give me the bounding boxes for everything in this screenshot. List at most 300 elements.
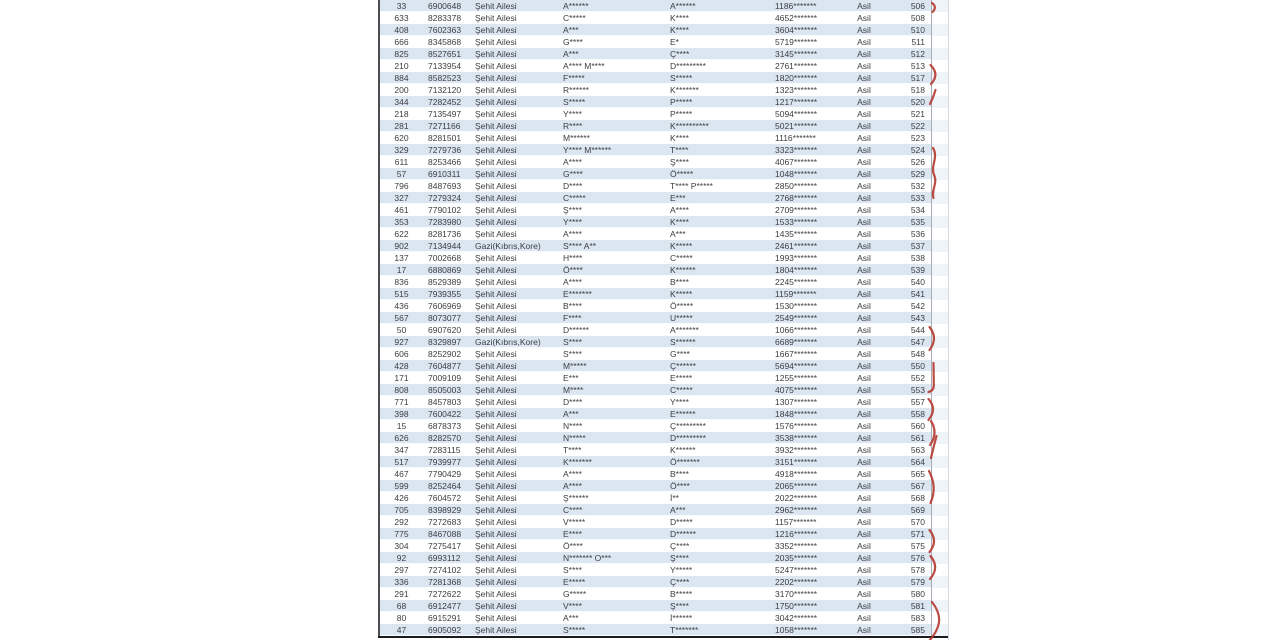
cell-id-number-masked: 2768******* <box>775 192 818 203</box>
cell-status: Asil <box>857 228 871 239</box>
cell-category: Şehit Ailesi <box>475 456 517 467</box>
cell-sequence-no: 534 <box>910 204 925 215</box>
cell-category: Şehit Ailesi <box>475 288 517 299</box>
cell-registration-no: 7132120 <box>428 84 462 95</box>
cell-registration-no: 8253466 <box>428 156 462 167</box>
cell-category: Gazi(Kıbrıs,Kore) <box>475 336 541 347</box>
cell-first-name-masked: N***** <box>563 432 586 443</box>
cell-order-no: 515 <box>394 288 409 299</box>
cell-category: Şehit Ailesi <box>475 264 517 275</box>
cell-first-name-masked: N******* O*** <box>563 552 612 563</box>
cell-order-no: 611 <box>394 156 409 167</box>
cell-id-number-masked: 3932******* <box>775 444 818 455</box>
cell-first-name-masked: A*** <box>563 48 579 59</box>
table-row <box>379 324 931 336</box>
cell-last-name-masked: Ö**** <box>670 480 690 491</box>
cell-order-no: 517 <box>394 456 409 467</box>
cell-last-name-masked: K****** <box>670 264 696 275</box>
cell-status: Asil <box>857 168 871 179</box>
cell-category: Şehit Ailesi <box>475 108 517 119</box>
cell-first-name-masked: A**** M**** <box>563 60 605 71</box>
cell-id-number-masked: 4652******* <box>775 12 818 23</box>
cell-status: Asil <box>857 480 871 491</box>
table-row <box>379 252 931 264</box>
cell-last-name-masked: K**** <box>670 216 689 227</box>
table-gutter-banding <box>931 0 948 636</box>
cell-status: Asil <box>857 384 871 395</box>
cell-order-no: 426 <box>394 492 409 503</box>
cell-order-no: 92 <box>396 552 407 563</box>
table-row <box>379 12 931 24</box>
cell-first-name-masked: M****** <box>563 132 590 143</box>
table-bottom-border <box>378 636 948 639</box>
cell-order-no: 436 <box>394 300 409 311</box>
cell-status: Asil <box>857 552 871 563</box>
cell-id-number-masked: 1435******* <box>775 228 818 239</box>
cell-category: Şehit Ailesi <box>475 564 517 575</box>
cell-first-name-masked: A**** <box>563 276 582 287</box>
cell-order-no: 353 <box>394 216 409 227</box>
cell-id-number-masked: 1323******* <box>775 84 818 95</box>
cell-last-name-masked: K****** <box>670 444 696 455</box>
cell-registration-no: 7133954 <box>428 60 462 71</box>
cell-category: Şehit Ailesi <box>475 96 517 107</box>
cell-last-name-masked: K**** <box>670 24 689 35</box>
table-row <box>379 24 931 36</box>
cell-category: Şehit Ailesi <box>475 60 517 71</box>
cell-id-number-masked: 2035******* <box>775 552 818 563</box>
cell-id-number-masked: 1048******* <box>775 168 818 179</box>
cell-sequence-no: 547 <box>910 336 925 347</box>
cell-status: Asil <box>857 612 871 623</box>
cell-status: Asil <box>857 276 871 287</box>
cell-first-name-masked: T**** <box>563 444 582 455</box>
cell-first-name-masked: A*** <box>563 612 579 623</box>
cell-last-name-masked: Y***** <box>670 564 693 575</box>
cell-first-name-masked: Y**** <box>563 216 582 227</box>
cell-order-no: 567 <box>394 312 409 323</box>
cell-id-number-masked: 1216******* <box>775 528 818 539</box>
cell-first-name-masked: D****** <box>563 324 589 335</box>
cell-status: Asil <box>857 516 871 527</box>
cell-category: Şehit Ailesi <box>475 492 517 503</box>
cell-id-number-masked: 2962******* <box>775 504 818 515</box>
cell-sequence-no: 518 <box>910 84 925 95</box>
cell-last-name-masked: E***** <box>670 372 693 383</box>
cell-sequence-no: 517 <box>910 72 925 83</box>
cell-status: Asil <box>857 288 871 299</box>
cell-id-number-masked: 1533******* <box>775 216 818 227</box>
cell-id-number-masked: 1058******* <box>775 624 818 635</box>
cell-sequence-no: 521 <box>910 108 925 119</box>
cell-registration-no: 7939977 <box>428 456 462 467</box>
cell-order-no: 281 <box>394 120 409 131</box>
table-row <box>379 420 931 432</box>
cell-status: Asil <box>857 336 871 347</box>
cell-first-name-masked: R**** <box>563 120 583 131</box>
cell-first-name-masked: E*** <box>563 372 579 383</box>
cell-order-no: 68 <box>396 600 407 611</box>
cell-status: Asil <box>857 492 871 503</box>
cell-sequence-no: 542 <box>910 300 925 311</box>
table-row <box>379 36 931 48</box>
cell-status: Asil <box>857 600 871 611</box>
cell-registration-no: 8073077 <box>428 312 462 323</box>
cell-sequence-no: 533 <box>910 192 925 203</box>
cell-id-number-masked: 2761******* <box>775 60 818 71</box>
cell-last-name-masked: E* <box>670 36 679 47</box>
table-left-border <box>378 0 380 638</box>
cell-category: Şehit Ailesi <box>475 612 517 623</box>
cell-registration-no: 8283378 <box>428 12 462 23</box>
cell-status: Asil <box>857 144 871 155</box>
cell-order-no: 836 <box>394 276 409 287</box>
cell-sequence-no: 585 <box>910 624 925 635</box>
table-row <box>379 168 931 180</box>
cell-status: Asil <box>857 312 871 323</box>
cell-sequence-no: 557 <box>910 396 925 407</box>
cell-sequence-no: 553 <box>910 384 925 395</box>
table-row <box>379 540 931 552</box>
cell-id-number-masked: 1066******* <box>775 324 818 335</box>
table-row <box>379 516 931 528</box>
cell-status: Asil <box>857 264 871 275</box>
cell-registration-no: 6900648 <box>428 0 462 11</box>
cell-sequence-no: 561 <box>910 432 925 443</box>
cell-registration-no: 8398929 <box>428 504 462 515</box>
cell-sequence-no: 583 <box>910 612 925 623</box>
cell-order-no: 461 <box>394 204 409 215</box>
cell-first-name-masked: V***** <box>563 516 586 527</box>
cell-last-name-masked: C***** <box>670 384 693 395</box>
cell-order-no: 218 <box>394 108 409 119</box>
cell-registration-no: 7602363 <box>428 24 462 35</box>
cell-last-name-masked: T******* <box>670 624 699 635</box>
cell-sequence-no: 513 <box>910 60 925 71</box>
cell-last-name-masked: A*** <box>670 228 686 239</box>
cell-first-name-masked: Y**** M****** <box>563 144 612 155</box>
table-row <box>379 240 931 252</box>
cell-category: Şehit Ailesi <box>475 324 517 335</box>
cell-last-name-masked: İ** <box>670 492 679 503</box>
cell-registration-no: 7790102 <box>428 204 462 215</box>
table-row <box>379 408 931 420</box>
cell-category: Şehit Ailesi <box>475 576 517 587</box>
cell-category: Şehit Ailesi <box>475 72 517 83</box>
table-row <box>379 60 931 72</box>
cell-first-name-masked: R****** <box>563 84 589 95</box>
cell-status: Asil <box>857 504 871 515</box>
cell-category: Şehit Ailesi <box>475 432 517 443</box>
cell-last-name-masked: K******* <box>670 84 699 95</box>
cell-order-no: 329 <box>394 144 409 155</box>
cell-id-number-masked: 1186******* <box>775 0 817 11</box>
cell-sequence-no: 576 <box>910 552 925 563</box>
cell-order-no: 291 <box>394 588 409 599</box>
table-row <box>379 180 931 192</box>
cell-registration-no: 8252902 <box>428 348 462 359</box>
cell-order-no: 304 <box>394 540 409 551</box>
cell-first-name-masked: A**** <box>563 480 582 491</box>
cell-last-name-masked: D****** <box>670 528 696 539</box>
table-row <box>379 288 931 300</box>
cell-registration-no: 8281501 <box>428 132 462 143</box>
cell-order-no: 620 <box>394 132 409 143</box>
cell-sequence-no: 540 <box>910 276 925 287</box>
cell-sequence-no: 581 <box>910 600 925 611</box>
cell-id-number-masked: 1217******* <box>775 96 818 107</box>
cell-first-name-masked: S**** <box>563 564 582 575</box>
cell-registration-no: 7604572 <box>428 492 462 503</box>
cell-id-number-masked: 3538******* <box>775 432 818 443</box>
cell-last-name-masked: Ş**** <box>670 552 689 563</box>
cell-first-name-masked: G**** <box>563 168 583 179</box>
table-row <box>379 480 931 492</box>
cell-status: Asil <box>857 60 871 71</box>
cell-status: Asil <box>857 180 871 191</box>
cell-order-no: 50 <box>396 324 407 335</box>
cell-order-no: 775 <box>394 528 409 539</box>
cell-first-name-masked: D**** <box>563 180 583 191</box>
cell-first-name-masked: C***** <box>563 192 586 203</box>
cell-category: Şehit Ailesi <box>475 24 517 35</box>
table-row <box>379 228 931 240</box>
cell-registration-no: 7282452 <box>428 96 462 107</box>
cell-order-no: 428 <box>394 360 409 371</box>
cell-status: Asil <box>857 12 871 23</box>
cell-category: Şehit Ailesi <box>475 480 517 491</box>
cell-last-name-masked: B**** <box>670 468 689 479</box>
cell-sequence-no: 563 <box>910 444 925 455</box>
cell-last-name-masked: Ş**** <box>670 156 689 167</box>
cell-id-number-masked: 4918******* <box>775 468 818 479</box>
cell-first-name-masked: S**** A** <box>563 240 597 251</box>
cell-id-number-masked: 5021******* <box>775 120 818 131</box>
cell-registration-no: 8529389 <box>428 276 462 287</box>
cell-order-no: 666 <box>394 36 409 47</box>
cell-sequence-no: 560 <box>910 420 925 431</box>
cell-status: Asil <box>857 432 871 443</box>
cell-order-no: 599 <box>394 480 409 491</box>
cell-last-name-masked: Ç********* <box>670 420 706 431</box>
cell-last-name-masked: T**** P***** <box>670 180 713 191</box>
cell-status: Asil <box>857 408 871 419</box>
cell-registration-no: 8281736 <box>428 228 462 239</box>
cell-first-name-masked: F***** <box>563 72 585 83</box>
cell-sequence-no: 512 <box>910 48 925 59</box>
cell-status: Asil <box>857 192 871 203</box>
table-row <box>379 72 931 84</box>
cell-status: Asil <box>857 564 871 575</box>
cell-first-name-masked: Ö**** <box>563 540 583 551</box>
cell-order-no: 626 <box>394 432 409 443</box>
cell-category: Şehit Ailesi <box>475 36 517 47</box>
cell-registration-no: 7600422 <box>428 408 462 419</box>
cell-id-number-masked: 5247******* <box>775 564 818 575</box>
cell-status: Asil <box>857 372 871 383</box>
table-row <box>379 552 931 564</box>
cell-last-name-masked: Ö******* <box>670 456 700 467</box>
cell-sequence-no: 538 <box>910 252 925 263</box>
table-row <box>379 0 931 12</box>
cell-id-number-masked: 3151******* <box>775 456 818 467</box>
cell-status: Asil <box>857 132 871 143</box>
cell-registration-no: 7939355 <box>428 288 462 299</box>
cell-last-name-masked: Ö***** <box>670 300 694 311</box>
cell-last-name-masked: İ****** <box>670 612 693 623</box>
table-row <box>379 192 931 204</box>
cell-id-number-masked: 2549******* <box>775 312 818 323</box>
cell-first-name-masked: Ö**** <box>563 264 583 275</box>
cell-last-name-masked: K********** <box>670 120 709 131</box>
cell-category: Şehit Ailesi <box>475 348 517 359</box>
cell-id-number-masked: 1116******* <box>775 132 816 143</box>
cell-order-no: 467 <box>394 468 409 479</box>
cell-last-name-masked: K**** <box>670 12 689 23</box>
cell-order-no: 771 <box>394 396 409 407</box>
cell-first-name-masked: S***** <box>563 96 586 107</box>
cell-registration-no: 6993112 <box>428 552 461 563</box>
cell-sequence-no: 564 <box>910 456 925 467</box>
cell-first-name-masked: N**** <box>563 420 583 431</box>
cell-last-name-masked: B***** <box>670 588 693 599</box>
cell-category: Şehit Ailesi <box>475 252 517 263</box>
cell-category: Gazi(Kıbrıs,Kore) <box>475 240 541 251</box>
cell-status: Asil <box>857 360 871 371</box>
cell-order-no: 825 <box>394 48 409 59</box>
cell-status: Asil <box>857 216 871 227</box>
cell-registration-no: 8457803 <box>428 396 462 407</box>
cell-id-number-masked: 3145******* <box>775 48 818 59</box>
cell-registration-no: 6880869 <box>428 264 462 275</box>
cell-sequence-no: 570 <box>910 516 925 527</box>
cell-last-name-masked: Ç**** <box>670 540 690 551</box>
cell-status: Asil <box>857 300 871 311</box>
cell-sequence-no: 511 <box>911 36 925 47</box>
table-row <box>379 576 931 588</box>
cell-order-no: 210 <box>394 60 409 71</box>
cell-last-name-masked: Ç**** <box>670 48 690 59</box>
cell-category: Şehit Ailesi <box>475 216 517 227</box>
table-row <box>379 600 931 612</box>
cell-first-name-masked: E**** <box>563 528 582 539</box>
cell-order-no: 327 <box>394 192 409 203</box>
cell-category: Şehit Ailesi <box>475 516 517 527</box>
cell-order-no: 884 <box>394 72 409 83</box>
cell-order-no: 606 <box>394 348 409 359</box>
cell-first-name-masked: C***** <box>563 12 586 23</box>
cell-registration-no: 8487693 <box>428 180 462 191</box>
table-row <box>379 444 931 456</box>
cell-order-no: 171 <box>394 372 409 383</box>
cell-status: Asil <box>857 156 871 167</box>
cell-first-name-masked: A**** <box>563 468 582 479</box>
cell-first-name-masked: C**** <box>563 504 583 515</box>
cell-registration-no: 6915291 <box>428 612 462 623</box>
cell-status: Asil <box>857 240 871 251</box>
cell-category: Şehit Ailesi <box>475 0 517 11</box>
cell-sequence-no: 520 <box>910 96 925 107</box>
cell-sequence-no: 508 <box>910 12 925 23</box>
table-row <box>379 48 931 60</box>
cell-first-name-masked: E***** <box>563 576 586 587</box>
cell-registration-no: 7002668 <box>428 252 462 263</box>
cell-sequence-no: 536 <box>910 228 925 239</box>
cell-id-number-masked: 2461******* <box>775 240 818 251</box>
cell-id-number-masked: 1993******* <box>775 252 818 263</box>
cell-id-number-masked: 5694******* <box>775 360 818 371</box>
cell-id-number-masked: 1750******* <box>775 600 818 611</box>
cell-category: Şehit Ailesi <box>475 168 517 179</box>
table-row <box>379 372 931 384</box>
cell-category: Şehit Ailesi <box>475 276 517 287</box>
cell-order-no: 57 <box>396 168 407 179</box>
cell-sequence-no: 524 <box>910 144 925 155</box>
cell-sequence-no: 575 <box>910 540 925 551</box>
cell-first-name-masked: V**** <box>563 600 582 611</box>
cell-id-number-masked: 1820******* <box>775 72 818 83</box>
cell-status: Asil <box>857 456 871 467</box>
table-row <box>379 120 931 132</box>
cell-order-no: 15 <box>396 420 407 431</box>
cell-last-name-masked: B**** <box>670 276 689 287</box>
cell-order-no: 808 <box>394 384 409 395</box>
cell-category: Şehit Ailesi <box>475 228 517 239</box>
cell-id-number-masked: 2245******* <box>775 276 818 287</box>
cell-order-no: 297 <box>394 564 409 575</box>
cell-category: Şehit Ailesi <box>475 540 517 551</box>
cell-category: Şehit Ailesi <box>475 144 517 155</box>
table-row <box>379 384 931 396</box>
cell-category: Şehit Ailesi <box>475 132 517 143</box>
cell-category: Şehit Ailesi <box>475 468 517 479</box>
cell-sequence-no: 535 <box>910 216 925 227</box>
cell-id-number-masked: 1848******* <box>775 408 818 419</box>
table-row <box>379 564 931 576</box>
cell-last-name-masked: G**** <box>670 348 690 359</box>
cell-first-name-masked: F**** <box>563 312 582 323</box>
table-row <box>379 156 931 168</box>
cell-last-name-masked: P***** <box>670 96 693 107</box>
cell-sequence-no: 552 <box>910 372 925 383</box>
cell-id-number-masked: 3042******* <box>775 612 818 623</box>
cell-category: Şehit Ailesi <box>475 408 517 419</box>
cell-order-no: 80 <box>396 612 407 623</box>
cell-first-name-masked: Ş****** <box>563 492 589 503</box>
cell-last-name-masked: Y**** <box>670 396 689 407</box>
table-row <box>379 348 931 360</box>
cell-first-name-masked: S**** <box>563 348 582 359</box>
cell-sequence-no: 543 <box>910 312 925 323</box>
cell-category: Şehit Ailesi <box>475 360 517 371</box>
cell-registration-no: 6878373 <box>428 420 462 431</box>
cell-status: Asil <box>857 576 871 587</box>
cell-registration-no: 7281368 <box>428 576 462 587</box>
cell-first-name-masked: G**** <box>563 36 583 47</box>
cell-status: Asil <box>857 396 871 407</box>
table-row <box>379 624 931 636</box>
cell-status: Asil <box>857 120 871 131</box>
cell-order-no: 137 <box>394 252 409 263</box>
cell-category: Şehit Ailesi <box>475 420 517 431</box>
cell-sequence-no: 522 <box>910 120 925 131</box>
cell-sequence-no: 571 <box>910 528 925 539</box>
cell-id-number-masked: 2202******* <box>775 576 818 587</box>
cell-id-number-masked: 4067******* <box>775 156 818 167</box>
cell-last-name-masked: T**** <box>670 144 689 155</box>
cell-registration-no: 8329897 <box>428 336 462 347</box>
cell-category: Şehit Ailesi <box>475 84 517 95</box>
